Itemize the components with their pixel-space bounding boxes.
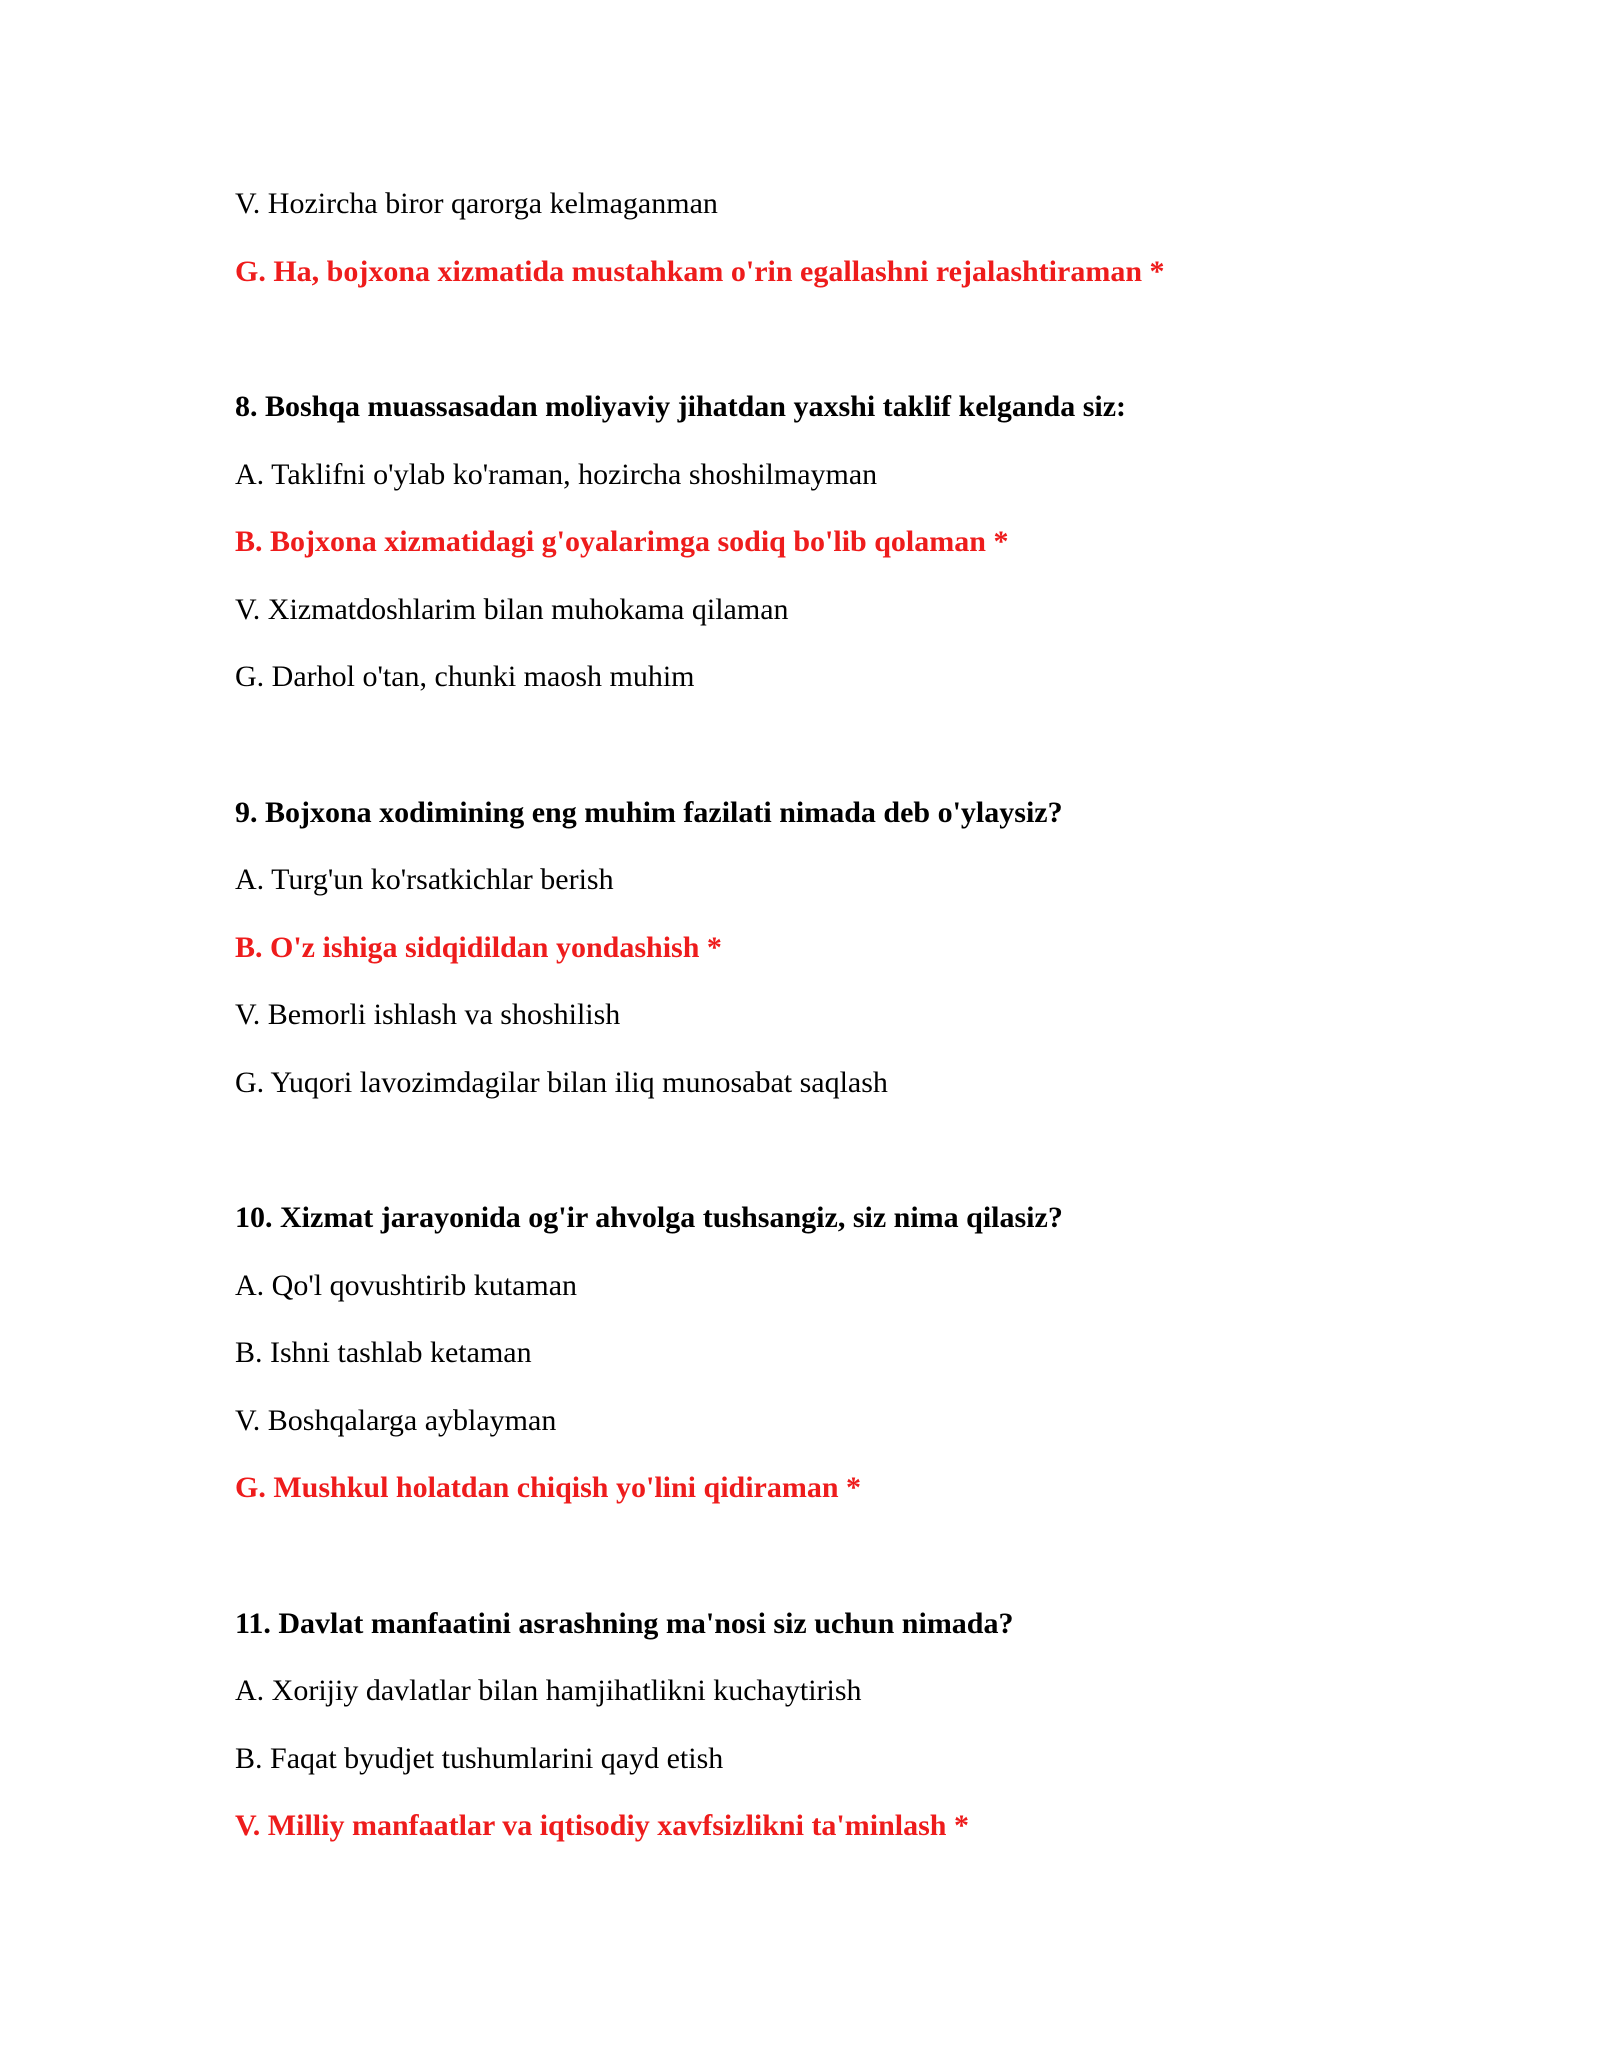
option-7-v: V. Hozircha biror qarorga kelmaganman bbox=[235, 187, 718, 220]
option-8-a: A. Taklifni o'ylab ko'raman, hozircha shoshilmayman bbox=[235, 457, 878, 491]
spacer bbox=[235, 727, 1435, 795]
option-9-g: G. Yuqori lavozimdagilar bilan iliq munosabat saqlash bbox=[235, 1065, 888, 1099]
question-block-11 bbox=[235, 1606, 1435, 1845]
spacer bbox=[235, 1132, 1435, 1200]
option-11-b: B. Faqat byudjet tushumlarini qayd etish bbox=[235, 1741, 724, 1775]
option-7-g-correct: G. Ha, bojxona xizmatida mustahkam o'rin egallashni rejalashtiraman * bbox=[235, 254, 1165, 288]
option-10-a: A. Qo'l qovushtirib kutaman bbox=[235, 1268, 578, 1302]
spacer bbox=[235, 321, 1435, 389]
option-8-b-correct: B. Bojxona xizmatidagi g'oyalarimga sodiq bo'lib qolaman * bbox=[235, 525, 1009, 558]
question-9-title: 9. Bojxona xodimining eng muhim fazilati nimada deb o'ylaysiz? bbox=[235, 795, 1063, 829]
option-10-g-correct: G. Mushkul holatdan chiqish yo'lini qidiraman * bbox=[235, 1471, 862, 1504]
question-10-title: 10. Xizmat jarayonida og'ir ahvolga tushsangiz, siz nima qilasiz? bbox=[235, 1201, 1063, 1234]
option-9-b-correct: B. O'z ishiga sidqidildan yondashish * bbox=[235, 930, 722, 964]
option-8-v: V. Xizmatdoshlarim bilan muhokama qilaman bbox=[235, 592, 789, 626]
option-11-v-correct: V. Milliy manfaatlar va iqtisodiy xavfsizlikni ta'minlash * bbox=[235, 1809, 969, 1842]
option-9-a: A. Turg'un ko'rsatkichlar berish bbox=[235, 863, 614, 896]
question-8-title: 8. Boshqa muassasadan moliyaviy jihatdan yaxshi taklif kelganda siz: bbox=[235, 390, 1127, 423]
option-11-a: A. Xorijiy davlatlar bilan hamjihatlikni kuchaytirish bbox=[235, 1674, 862, 1707]
option-10-v: V. Boshqalarga ayblayman bbox=[235, 1403, 557, 1437]
question-11-title: 11. Davlat manfaatini asrashning ma'nosi siz uchun nimada? bbox=[235, 1606, 1014, 1640]
option-10-b: B. Ishni tashlab ketaman bbox=[235, 1336, 532, 1369]
option-9-v: V. Bemorli ishlash va shoshilish bbox=[235, 998, 621, 1031]
question-block-10 bbox=[235, 1200, 1435, 1506]
document-page bbox=[235, 186, 1435, 1876]
spacer bbox=[235, 1538, 1435, 1606]
question-block-7-tail bbox=[235, 186, 1435, 290]
question-block-9 bbox=[235, 795, 1435, 1101]
question-block-8 bbox=[235, 389, 1435, 695]
option-8-g: G. Darhol o'tan, chunki maosh muhim bbox=[235, 660, 695, 693]
